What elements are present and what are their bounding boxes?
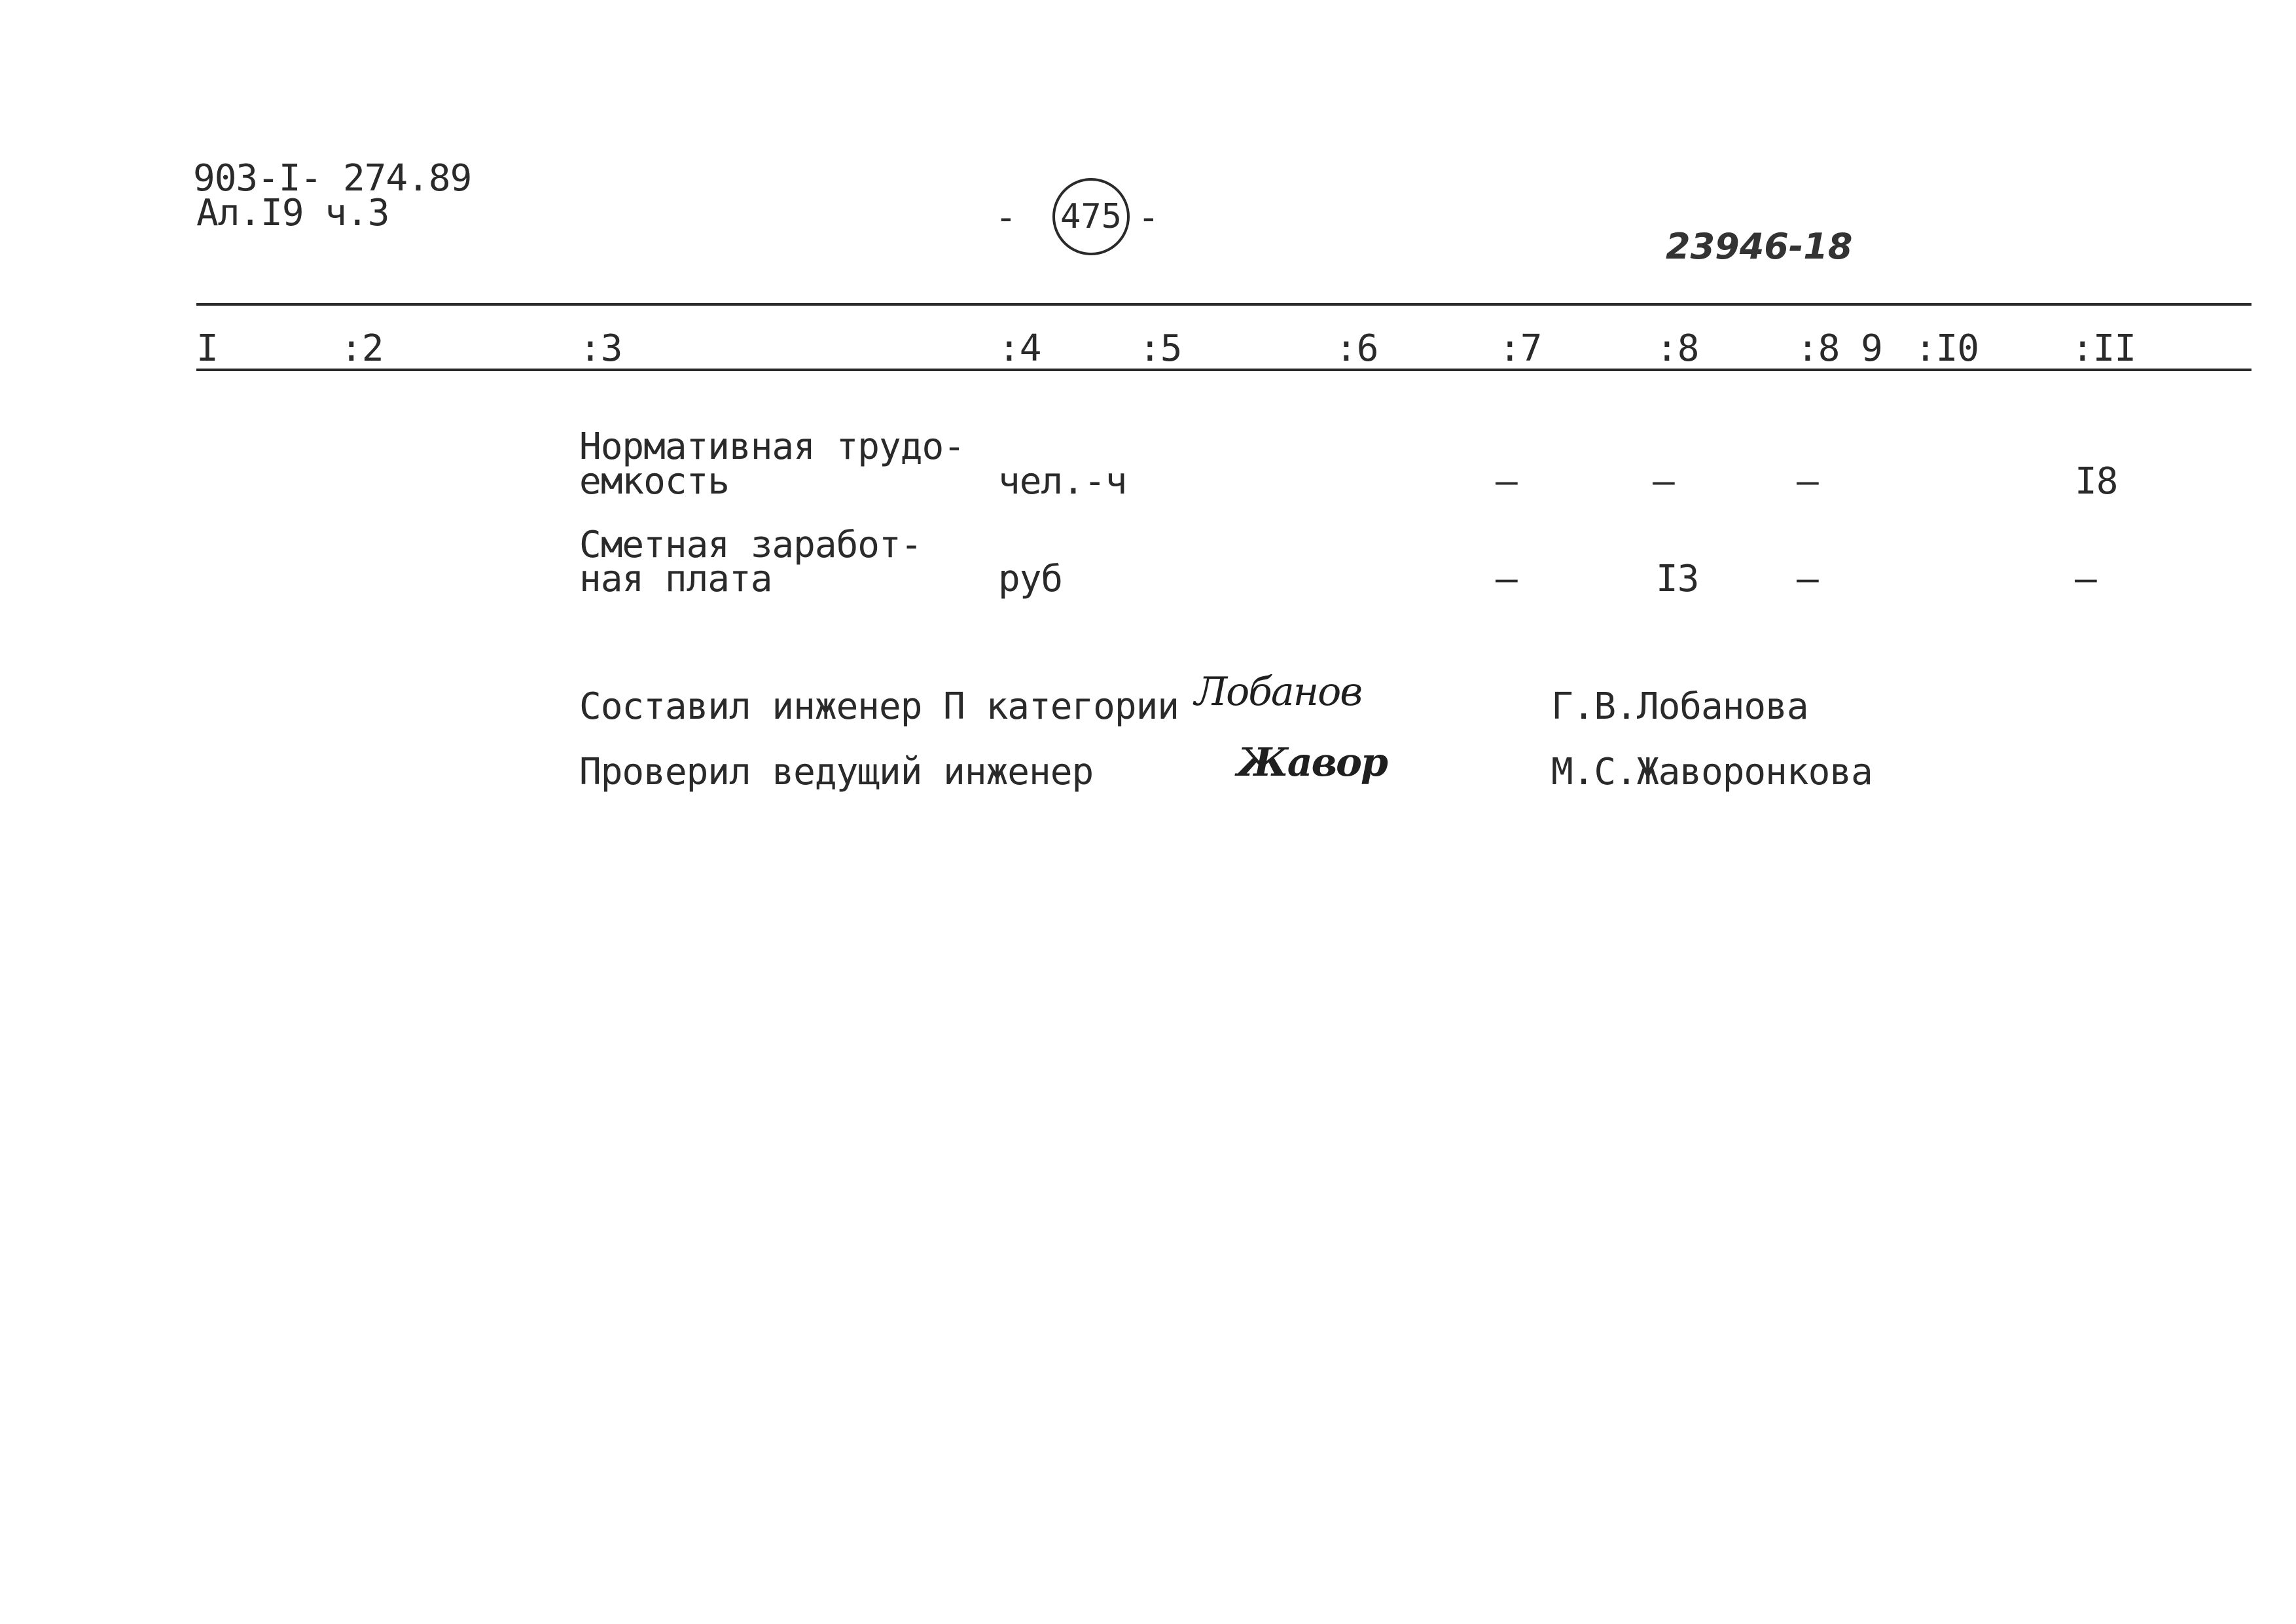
document-code: 903-I- 274.89 xyxy=(193,157,472,200)
row2-col7: – xyxy=(1496,558,1517,600)
row1-col7: – xyxy=(1496,460,1517,503)
compiled-by-role: Составил инженер П категории xyxy=(579,685,1179,728)
inventory-number: 23946-18 xyxy=(1666,226,1853,267)
table-top-rule xyxy=(196,303,2251,306)
col-header-8: :8 xyxy=(1656,327,1699,370)
compiled-by-name: Г.В.Лобанова xyxy=(1551,685,1808,728)
col-header-9: :8 9 xyxy=(1797,327,1882,370)
checked-by-name: М.С.Жаворонкова xyxy=(1551,751,1873,793)
row1-col11: I8 xyxy=(2075,460,2118,503)
row1-unit: чел.-ч xyxy=(998,460,1127,503)
album-part: Ал.I9 ч.3 xyxy=(196,192,389,234)
col-header-3: :3 xyxy=(579,327,622,370)
col-header-6: :6 xyxy=(1335,327,1378,370)
row1-col9: – xyxy=(1797,460,1818,503)
row1-col8: – xyxy=(1653,460,1674,503)
row2-unit: руб xyxy=(998,558,1063,600)
col-header-4: :4 xyxy=(998,327,1041,370)
row2-col8: I3 xyxy=(1656,558,1699,600)
row2-col11: – xyxy=(2075,558,2096,600)
page-dash-left: - xyxy=(995,196,1016,239)
checked-by-role: Проверил ведущий инженер xyxy=(579,751,1094,793)
col-header-11: :II xyxy=(2072,327,2136,370)
col-header-1: I xyxy=(196,327,218,370)
row1-name-line1: Нормативная трудо- xyxy=(579,425,965,468)
row1-name-line2: емкость xyxy=(579,460,730,503)
page-dash-right: - xyxy=(1138,196,1159,239)
col-header-5: :5 xyxy=(1139,327,1182,370)
col-header-7: :7 xyxy=(1499,327,1542,370)
col-header-10: :I0 xyxy=(1914,327,1979,370)
row2-name-line1: Сметная заработ- xyxy=(579,524,922,566)
page-number: 475 xyxy=(1060,197,1122,236)
col-header-2: :2 xyxy=(340,327,384,370)
page-number-circle xyxy=(1052,178,1130,255)
row2-col9: – xyxy=(1797,558,1818,600)
row2-name-line2: ная плата xyxy=(579,558,772,600)
checked-by-signature: Жавор xyxy=(1237,740,1387,785)
compiled-by-signature: Лобанов xyxy=(1194,669,1362,715)
